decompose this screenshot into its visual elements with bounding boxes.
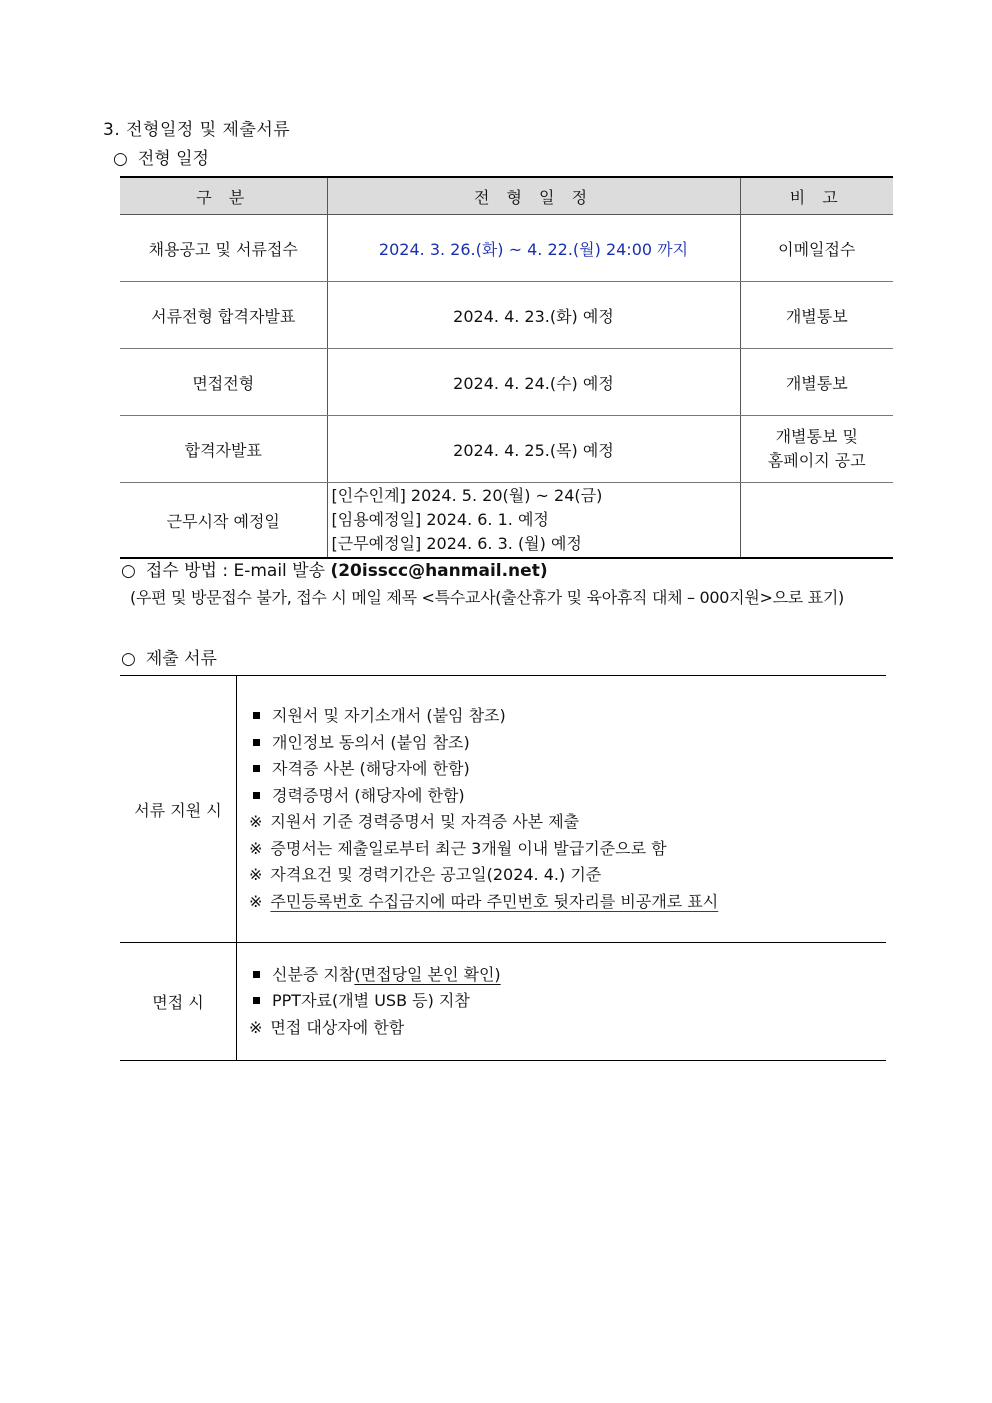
table-row bbox=[120, 943, 886, 1061]
square-bullet-icon bbox=[253, 792, 260, 799]
row-date: 2024. 4. 23.(화) 예정 bbox=[327, 282, 740, 349]
circle-marker: ○ bbox=[113, 149, 128, 169]
remark-line: 홈페이지 공고 bbox=[767, 451, 866, 470]
table-row bbox=[120, 215, 893, 282]
header-schedule: 전 형 일 정 bbox=[327, 177, 740, 215]
row-date bbox=[327, 483, 740, 559]
date-line: [인수인계] 2024. 5. 20(월) ~ 24(금) bbox=[331, 486, 603, 505]
underlined-note: ※ 주민등록번호 수집금지에 따라 주민번호 뒷자리를 비공개로 표시 bbox=[249, 892, 718, 911]
date-line: [근무예정일] 2024. 6. 3. (월) 예정 bbox=[331, 534, 582, 553]
row-date: 2024. 4. 25.(목) 예정 bbox=[327, 416, 740, 483]
list-item: PPT자료(개별 USB 등) 지참 bbox=[249, 988, 886, 1015]
table-row bbox=[120, 282, 893, 349]
remark-line: 개별통보 및 bbox=[775, 427, 858, 446]
documents-heading: ○ 제출 서류 bbox=[121, 649, 217, 669]
list-item bbox=[249, 889, 886, 916]
list-item: ※ 지원서 기준 경력증명서 및 자격증 사본 제출 bbox=[249, 809, 886, 836]
circle-marker: ○ bbox=[121, 649, 136, 669]
row-category: 근무시작 예정일 bbox=[120, 483, 327, 559]
row-remark: 개별통보 bbox=[740, 282, 893, 349]
list-item: ※ 자격요건 및 경력기간은 공고일(2024. 4.) 기준 bbox=[249, 862, 886, 889]
docs-list bbox=[249, 703, 886, 915]
list-item: 자격증 사본 (해당자에 한함) bbox=[249, 756, 886, 783]
underlined-text: (면접당일 본인 확인) bbox=[354, 964, 501, 984]
list-item: 지원서 및 자기소개서 (붙임 참조) bbox=[249, 703, 886, 730]
schedule-heading: ○ 전형 일정 bbox=[113, 149, 209, 169]
square-bullet-icon bbox=[253, 971, 260, 978]
square-bullet-icon bbox=[253, 739, 260, 746]
date-line: [임용예정일] 2024. 6. 1. 예정 bbox=[331, 510, 549, 529]
docs-label: 서류 지원 시 bbox=[120, 676, 237, 943]
documents-table bbox=[120, 675, 886, 1061]
docs-label: 면접 시 bbox=[120, 943, 237, 1061]
row-remark bbox=[740, 483, 893, 559]
square-bullet-icon bbox=[253, 712, 260, 719]
list-item: ※ 면접 대상자에 한함 bbox=[249, 1015, 886, 1042]
table-row bbox=[120, 349, 893, 416]
reference-mark: ※ bbox=[249, 838, 263, 858]
table-row bbox=[120, 416, 893, 483]
table-row bbox=[120, 483, 893, 559]
row-remark: 개별통보 bbox=[740, 349, 893, 416]
schedule-header-row bbox=[120, 177, 893, 215]
row-remark bbox=[740, 416, 893, 483]
docs-list bbox=[249, 962, 886, 1042]
docs-body bbox=[237, 676, 887, 943]
row-category: 서류전형 합격자발표 bbox=[120, 282, 327, 349]
header-remark: 비 고 bbox=[740, 177, 893, 215]
reference-mark: ※ bbox=[249, 891, 263, 911]
header-category: 구 분 bbox=[120, 177, 327, 215]
square-bullet-icon bbox=[253, 765, 260, 772]
email-address: (20isscc@hanmail.net) bbox=[330, 561, 548, 581]
row-category: 합격자발표 bbox=[120, 416, 327, 483]
reference-mark: ※ bbox=[249, 1017, 263, 1037]
method-text: 접수 방법 : E-mail 발송 bbox=[145, 561, 326, 581]
row-remark: 이메일접수 bbox=[740, 215, 893, 282]
row-category: 면접전형 bbox=[120, 349, 327, 416]
docs-body bbox=[237, 943, 887, 1061]
application-note: (우편 및 방문접수 불가, 접수 시 메일 제목 <특수교사(출산휴가 및 육아휴직 대체 – 000지원>으로 표기) bbox=[130, 588, 844, 607]
list-item: ※ 증명서는 제출일로부터 최근 3개월 이내 발급기준으로 함 bbox=[249, 836, 886, 863]
table-row bbox=[120, 676, 886, 943]
row-date: 2024. 3. 26.(화) ~ 4. 22.(월) 24:00 까지 bbox=[327, 215, 740, 282]
list-item: 개인정보 동의서 (붙임 참조) bbox=[249, 730, 886, 757]
list-item: 경력증명서 (해당자에 한함) bbox=[249, 783, 886, 810]
list-item: 신분증 지참(면접당일 본인 확인) bbox=[249, 962, 886, 989]
row-category: 채용공고 및 서류접수 bbox=[120, 215, 327, 282]
application-method bbox=[121, 556, 548, 581]
section-title: 3. 전형일정 및 제출서류 bbox=[103, 120, 291, 140]
square-bullet-icon bbox=[253, 997, 260, 1004]
reference-mark: ※ bbox=[249, 865, 263, 884]
schedule-table bbox=[120, 176, 893, 559]
row-date: 2024. 4. 24.(수) 예정 bbox=[327, 349, 740, 416]
circle-marker: ○ bbox=[121, 561, 136, 581]
reference-mark: ※ bbox=[249, 812, 263, 831]
